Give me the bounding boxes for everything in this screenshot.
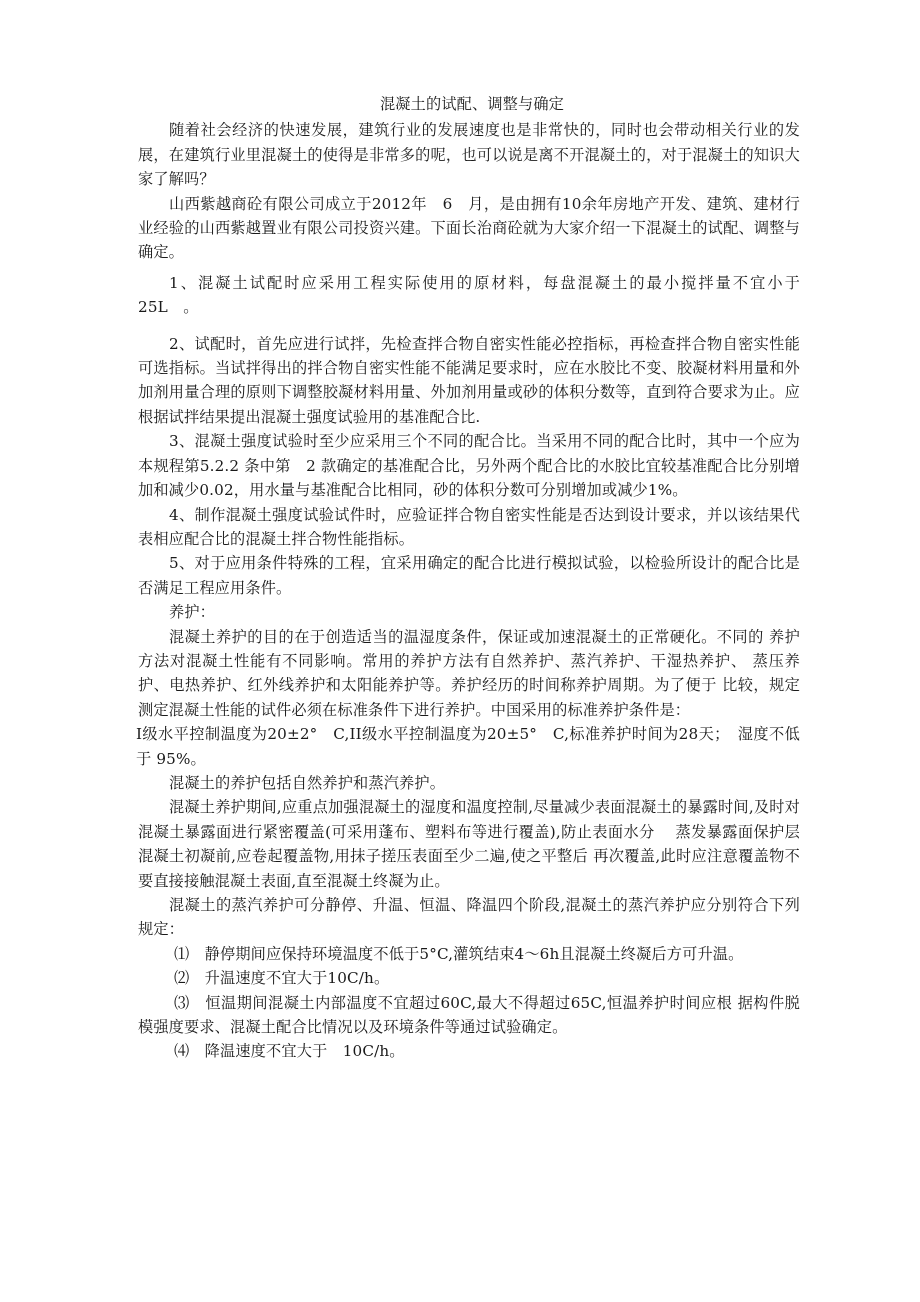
item-4: 4、制作混凝土强度试验试件时，应验证拌合物自密实性能是否达到设计要求，并以该结果代表相应配合比的混凝土拌合物性能指标。 — [138, 505, 800, 548]
document-title: 混凝土的试配、调整与确定 — [379, 95, 565, 113]
intro-paragraph-2: 山西紫越商砼有限公司成立于2012年 6 月，是由拥有10余年房地产开发、建筑、建材行业经验的山西紫越置业有限公司投资兴建。下面长治商砼就为大家介绍一下混凝土的试配、调整与确定。 — [138, 194, 800, 262]
item-5: 5、对于应用条件特殊的工程，宜采用确定的配合比进行模拟试验，以检验所设计的配合比是否满足工程应用条件。 — [138, 554, 800, 597]
document-body — [136, 92, 816, 1064]
standard-conditions: I级水平控制温度为20±2° C,II级水平控制温度为20±5° C,标准养护时间为28天； 湿度不低于 95%。 — [136, 725, 800, 768]
curing-heading: 养护： — [169, 603, 216, 622]
curing-types: 混凝土的养护包括自然养护和蒸汽养护。 — [169, 773, 446, 792]
steam-curing-intro: 混凝土的蒸汽养护可分静停、升温、恒温、降温四个阶段,混凝土的蒸汽养护应分别符合下列规定： — [138, 896, 800, 939]
intro-paragraph-1: 随着社会经济的快速发展，建筑行业的发展速度也是非常快的，同时也会带动相关行业的发展，在建筑行业里混凝土的使得是非常多的呢，也可以说是离不开混凝土的，对于混凝土的知识大家了解吗？ — [138, 121, 800, 189]
item-3: 3、混凝土强度试验时至少应采用三个不同的配合比。当采用不同的配合比时，其中一个应为本规程第5.2.2 条中第 2 款确定的基准配合比，另外两个配合比的水胶比宜较基准配合比分别增加和减少0.02，用水量与基准配合比相同，砂的体积分数可分别增加或减少1%。 — [138, 432, 800, 500]
item-2: 2、试配时，首先应进行试拌，先检查拌合物自密实性能必控指标，再检查拌合物自密实性能可选指标。当试拌得出的拌合物自密实性能不能满足要求时，应在水胶比不变、胶凝材料用量和外加剂用量合理的原则下调整胶凝材料用量、外加剂用量或砂的体积分数等，直到符合要求为止。应根据试拌结果提出混凝土强度试验用的基准配合比. — [138, 334, 800, 426]
item-1: 1、混凝土试配时应采用工程实际使用的原材料，每盘混凝土的最小搅拌量不宜小于 25L 。 — [138, 273, 816, 317]
steam-rule-3: ⑶ 恒温期间混凝土内部温度不宜超过60C,最大不得超过65C,恒温养护时间应根 据构件脱模强度要求、混凝土配合比情况以及环境条件等通过试验确定。 — [138, 993, 800, 1037]
steam-rule-2: ⑵ 升温速度不宜大于10C/h。 — [174, 969, 390, 988]
steam-rule-4: ⑷ 降温速度不宜大于 10C/h。 — [174, 1042, 405, 1061]
steam-rule-1: ⑴ 静停期间应保持环境温度不低于5°C,灌筑结束4〜6h且混凝土终凝后方可升温。 — [174, 944, 744, 963]
curing-paragraph: 混凝土养护的目的在于创造适当的温湿度条件，保证或加速混凝土的正常硬化。不同的 养护方法对混凝土性能有不同影响。常用的养护方法有自然养护、蒸汽养护、干湿热养护、 蒸压养护、电热养护、红外线养护和太阳能养护等。养护经历的时间称养护周期。为了便于 比较，规定测定混凝土性能的试件必须在标准条件下进行养护。中国采用的标准养护条件是： — [138, 627, 800, 719]
natural-curing-paragraph: 混凝土养护期间,应重点加强混凝土的湿度和温度控制,尽量减少表面混凝土的暴露时间,及时对混凝土暴露面进行紧密覆盖(可采用蓬布、塑料布等进行覆盖),防止表面水分 蒸发暴露面保护层混凝土初凝前,应卷起覆盖物,用抹子搓压表面至少二遍,使之平整后 再次覆盖,此时应注意覆盖物不要直接接触混凝土表面,直至混凝土终凝为止。 — [138, 798, 800, 890]
